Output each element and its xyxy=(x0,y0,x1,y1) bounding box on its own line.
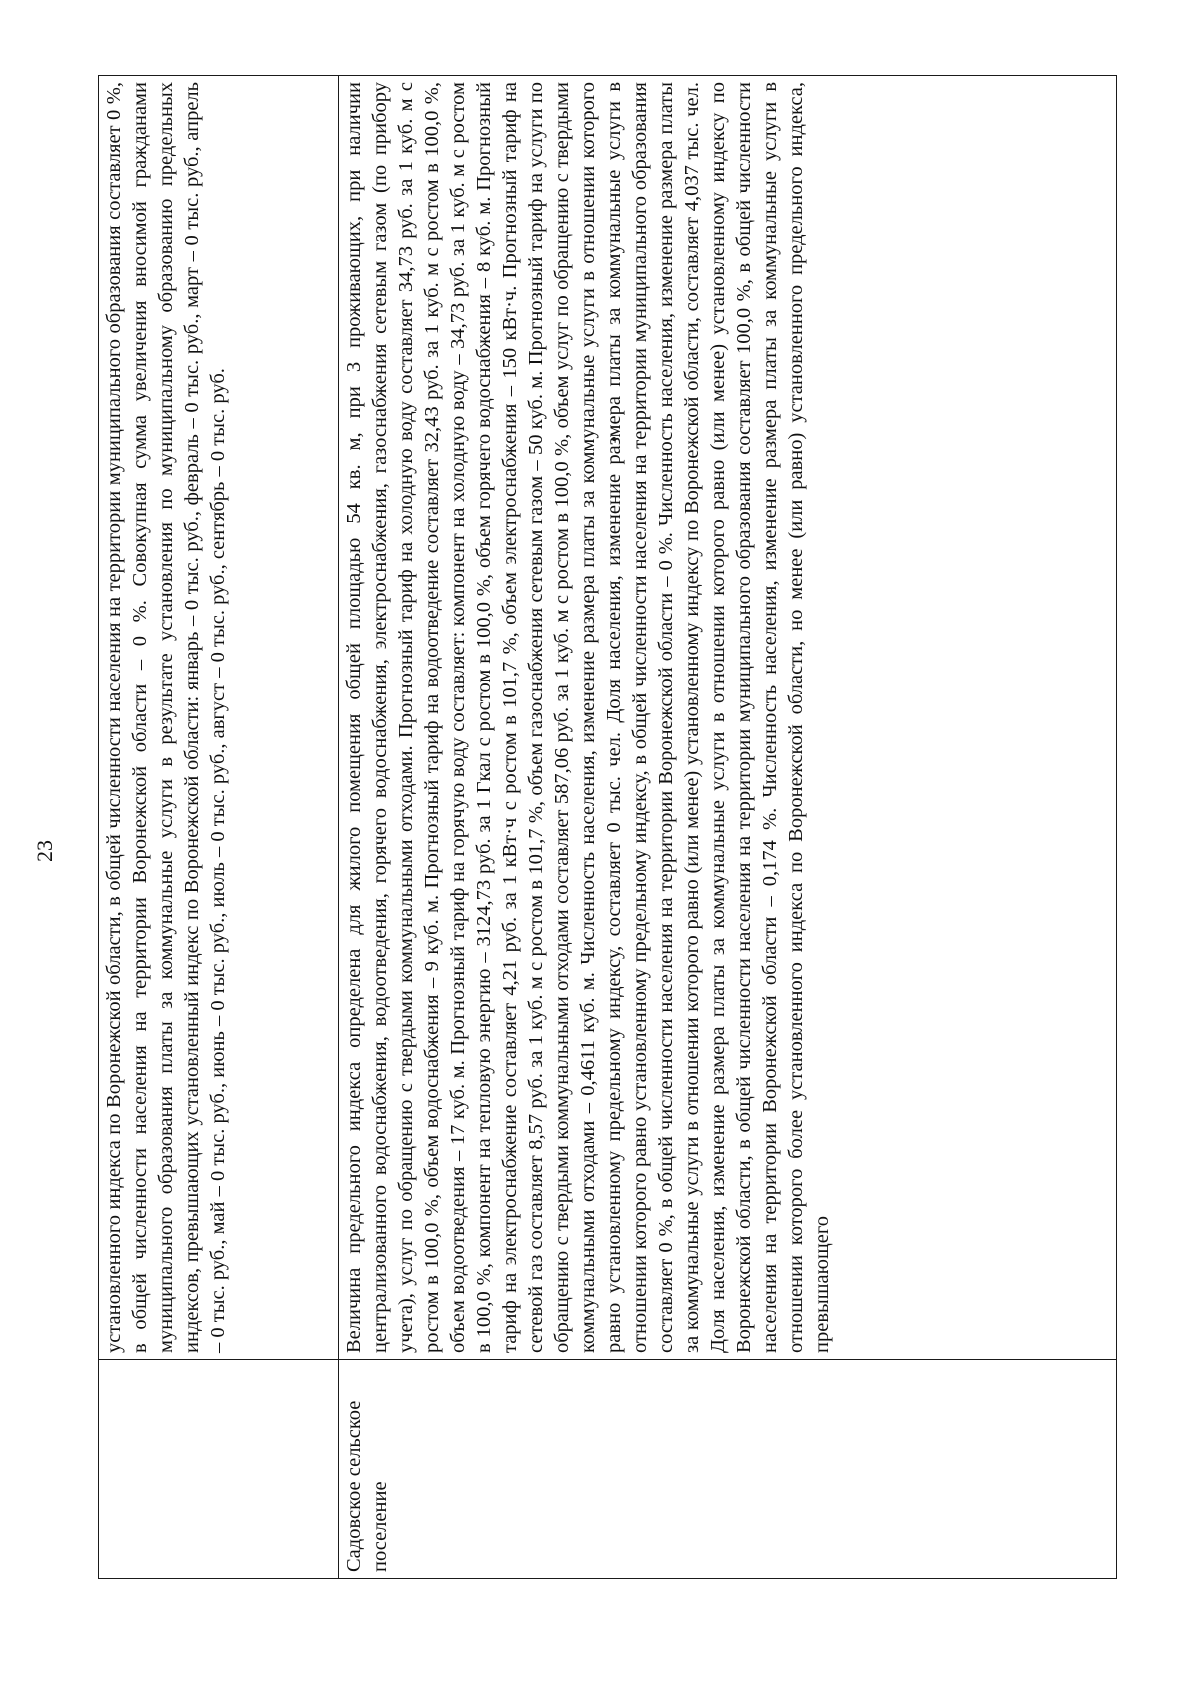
municipality-name-cell xyxy=(99,1360,339,1579)
tariff-index-table xyxy=(98,75,1117,1579)
description-cell: Величина предельного индекса определена для жилого помещения общей площадью 54 кв. м, при 3 проживающих, при наличии централизованного водоснабжения, водоотведения, горячего водоснабжения, электроснабжения, газоснабжения сетевым газом (по прибору учета), услуг по обращению с твердыми коммунальными отходами. Прогнозный тариф на холодную воду составляет 34,73 руб. за 1 куб. м с ростом в 100,0 %, объем водоснабжения – 9 куб. м. Прогнозный тариф на водоотведение составляет 32,43 руб. за 1 куб. м с ростом в 100,0 %, объем водоотведения – 17 куб. м. Прогнозный тариф на горячую воду составляет: компонент на холодную воду – 34,73 руб. за 1 куб. м с ростом в 100,0 %, компонент на тепловую энергию – 3124,73 руб. за 1 Гкал с ростом в 100,0 %, объем горячего водоснабжения – 8 куб. м. Прогнозный тариф на электроснабжение составляет 4,21 руб. за 1 кВт·ч с ростом в 101,7 %, объем электроснабжения – 150 кВт·ч. Прогнозный тариф на сетевой газ составляет 8,57 руб. за 1 куб. м с ростом в 101,7 %, объем газоснабжения сетевым газом – 50 куб. м. Прогнозный тариф на услуги по обращению с твердыми коммунальными отходами составляет 587,06 руб. за 1 куб. м с ростом в 100,0 %, объем услуг по обращению с твердыми коммунальными отходами – 0,4611 куб. м. Численность населения, изменение размера платы за коммунальные услуги в отношении которого равно установленному предельному индексу, составляет 0 тыс. чел. Доля населения, изменение размера платы за коммунальные услуги в отношении которого равно установленному предельному индексу, в общей численности населения на территории муниципального образования составляет 0 %, в общей численности населения на территории Воронежской области – 0 %. Численность населения, изменение размера платы за коммунальные услуги в отношении которого равно (или менее) установленному индексу по Воронежской области, составляет 4,037 тыс. чел. Доля населения, изменение размера платы за коммунальные услуги в отношении которого равно (или менее) установленному индексу по Воронежской области, в общей численности населения на территории муниципального образования составляет 100,0 %, в общей численности населения на территории Воронежской области – 0,174 %. Численность населения, изменение размера платы за коммунальные услуги в отношении которого более установленного индекса по Воронежской области, но менее (или равно) установленного предельного индекса, превышающего xyxy=(339,76,1117,1360)
page-number: 23 xyxy=(32,840,57,862)
table-row xyxy=(339,76,1117,1579)
rotated-table-container xyxy=(98,75,1106,1579)
description-cell: установленного индекса по Воронежской области, в общей численности населения на территории муниципального образования составляет 0 %, в общей численности населения на территории Воронежской области – 0 %. Совокупная сумма увеличения вносимой гражданами муниципального образования платы за коммунальные услуги в результате установления по муниципальному образованию предельных индексов, превышающих установленный индекс по Воронежской области: январь – 0 тыс. руб., февраль – 0 тыс. руб., март – 0 тыс. руб., апрель – 0 тыс. руб., май – 0 тыс. руб., июнь – 0 тыс. руб., июль – 0 тыс. руб., август – 0 тыс. руб., сентябрь – 0 тыс. руб. xyxy=(99,76,339,1360)
table-row xyxy=(99,76,339,1579)
municipality-name-cell: Садовское сельское поселение xyxy=(339,1360,1117,1579)
